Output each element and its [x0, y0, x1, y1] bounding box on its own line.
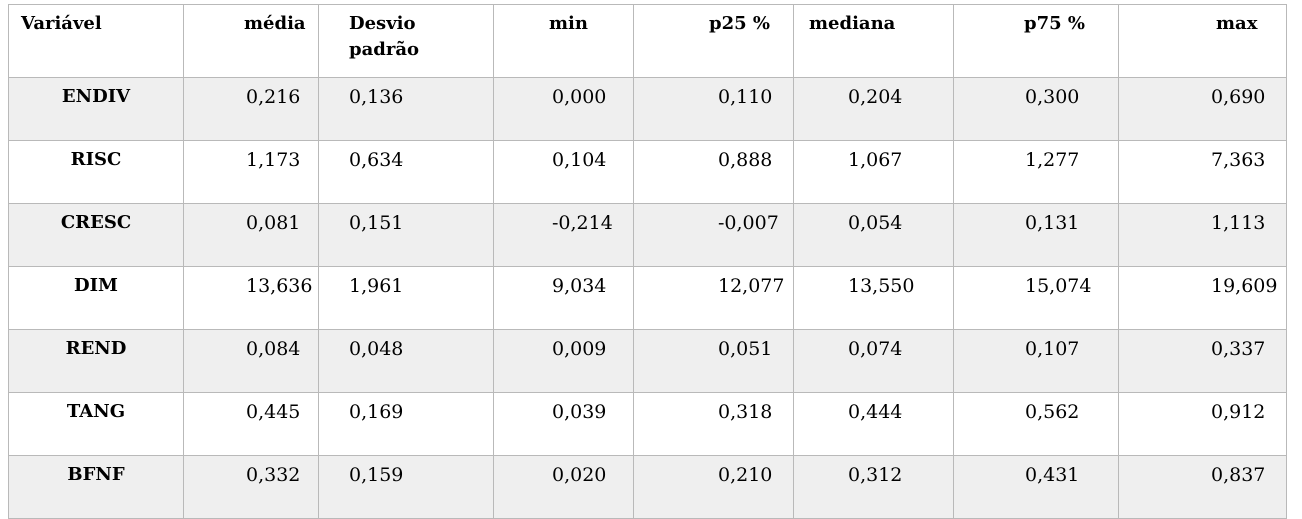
table-cell: 0,054: [794, 204, 954, 267]
table-cell: 0,837: [1119, 456, 1287, 519]
table-row: [9, 141, 1287, 204]
table-cell: 0,169: [319, 393, 494, 456]
header-min: min: [494, 5, 634, 78]
table-cell: 0,300: [954, 78, 1119, 141]
table-cell: 19,609: [1119, 267, 1287, 330]
table-cell: 15,074: [954, 267, 1119, 330]
descriptive-statistics-table: [8, 4, 1287, 519]
table-cell: 12,077: [634, 267, 794, 330]
table-cell: 0,131: [954, 204, 1119, 267]
table-cell: 0,151: [319, 204, 494, 267]
table-cell: 0,431: [954, 456, 1119, 519]
table-cell: 0,912: [1119, 393, 1287, 456]
table-cell: 7,363: [1119, 141, 1287, 204]
table-cell: 1,277: [954, 141, 1119, 204]
table-cell: 0,562: [954, 393, 1119, 456]
table-row: [9, 393, 1287, 456]
row-label: REND: [9, 330, 184, 393]
table-cell: 0,081: [184, 204, 319, 267]
table-cell: 13,636: [184, 267, 319, 330]
header-p75: p75 %: [954, 5, 1119, 78]
table-cell: 0,690: [1119, 78, 1287, 141]
header-p25: p25 %: [634, 5, 794, 78]
table-cell: 0,312: [794, 456, 954, 519]
header-media: média: [184, 5, 319, 78]
row-label: CRESC: [9, 204, 184, 267]
table-cell: 0,020: [494, 456, 634, 519]
table-cell: 0,159: [319, 456, 494, 519]
table-cell: 0,216: [184, 78, 319, 141]
table-cell: 1,961: [319, 267, 494, 330]
table-cell: 0,084: [184, 330, 319, 393]
table-cell: 0,318: [634, 393, 794, 456]
table-cell: 0,888: [634, 141, 794, 204]
table-cell: 0,107: [954, 330, 1119, 393]
header-variavel: Variável: [9, 5, 184, 78]
table-row: [9, 78, 1287, 141]
table-cell: 0,332: [184, 456, 319, 519]
table-cell: 0,136: [319, 78, 494, 141]
row-label: DIM: [9, 267, 184, 330]
table-row: [9, 204, 1287, 267]
table-cell: 0,444: [794, 393, 954, 456]
table-cell: 0,000: [494, 78, 634, 141]
table-cell: 0,074: [794, 330, 954, 393]
table-cell: 13,550: [794, 267, 954, 330]
table-row: [9, 456, 1287, 519]
header-max: max: [1119, 5, 1287, 78]
table-cell: 0,051: [634, 330, 794, 393]
table-cell: 0,445: [184, 393, 319, 456]
row-label: ENDIV: [9, 78, 184, 141]
table-cell: 0,104: [494, 141, 634, 204]
header-mediana: mediana: [794, 5, 954, 78]
table-cell: 0,048: [319, 330, 494, 393]
row-label: TANG: [9, 393, 184, 456]
table-row: [9, 267, 1287, 330]
table-cell: 9,034: [494, 267, 634, 330]
table-cell: 1,113: [1119, 204, 1287, 267]
table-cell: -0,214: [494, 204, 634, 267]
table-cell: 1,067: [794, 141, 954, 204]
table-row: [9, 330, 1287, 393]
table-cell: 0,337: [1119, 330, 1287, 393]
row-label: BFNF: [9, 456, 184, 519]
table-cell: 0,009: [494, 330, 634, 393]
header-desvio-padrao: Desvio padrão: [319, 5, 494, 78]
table-cell: -0,007: [634, 204, 794, 267]
table-header-row: [9, 5, 1287, 78]
table-cell: 0,634: [319, 141, 494, 204]
table-cell: 0,110: [634, 78, 794, 141]
table-cell: 1,173: [184, 141, 319, 204]
table-cell: 0,210: [634, 456, 794, 519]
table-cell: 0,204: [794, 78, 954, 141]
table-cell: 0,039: [494, 393, 634, 456]
row-label: RISC: [9, 141, 184, 204]
